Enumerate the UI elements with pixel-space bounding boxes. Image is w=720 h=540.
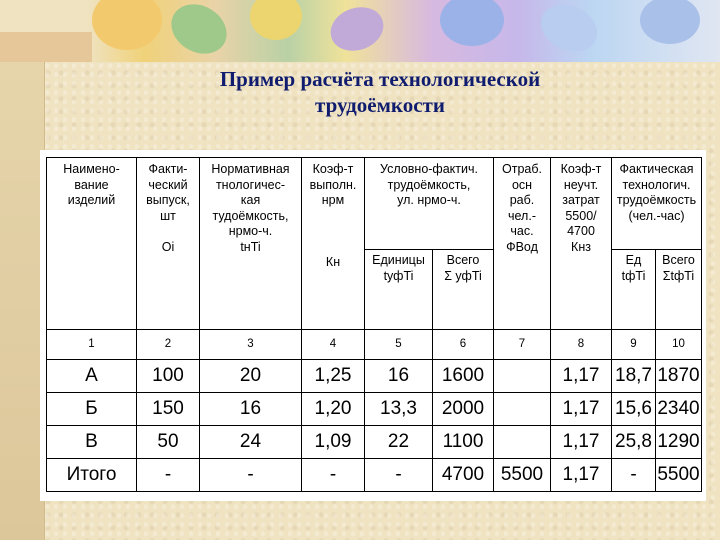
header-norm-coefficient: Коэф-т выполн. нрм Кн [302,158,365,330]
table-cell: 1600 [433,360,494,393]
table-cell: - [200,459,302,492]
table-cell: 1870 [656,360,702,393]
table-cell [494,393,551,426]
header-unaccounted-coefficient: Коэф-т неучт. затрат 5500/ 4700 Кнз [551,158,612,330]
header-total-conditional: Всего Σ уфTi [433,250,494,330]
table-cell: 20 [200,360,302,393]
table-cell: 5500 [494,459,551,492]
table-cell: 18,7 [612,360,656,393]
table-cell: 1,17 [551,393,612,426]
table-cell: 50 [137,426,200,459]
column-number: 2 [137,330,200,360]
header-units: Единицы tуфTi [365,250,433,330]
table-cell [494,360,551,393]
table-cell: 2340 [656,393,702,426]
left-decorative-strip [0,0,45,540]
table-cell: 5500 [656,459,702,492]
column-number: 1 [47,330,137,360]
banner-leaf [92,0,162,50]
table-row-total [47,459,702,492]
banner-leaf [533,0,604,60]
column-number: 10 [656,330,702,360]
column-number: 6 [433,330,494,360]
header-total-actual: Всего ΣtфTi [656,250,702,330]
table-cell: 1,09 [302,426,365,459]
table-cell: 15,6 [612,393,656,426]
table-cell: А [47,360,137,393]
column-number: 4 [302,330,365,360]
header-product-name: Наимено- вание изделий [47,158,137,330]
table-cell: 13,3 [365,393,433,426]
table-cell: 16 [200,393,302,426]
table-cell: 2000 [433,393,494,426]
table-cell: 25,8 [612,426,656,459]
title-line-1: Пример расчёта технологической [219,67,541,91]
table-cell: - [302,459,365,492]
table-row [47,393,702,426]
table-cell: 1,17 [551,459,612,492]
header-normative-labor: Нормативная тнологичес- кая тудоёмкость, нрмо-ч. tнTi [200,158,302,330]
column-number: 8 [551,330,612,360]
table-cell: 16 [365,360,433,393]
title-line-2: трудоёмкости [315,93,445,117]
banner-leaf [162,0,235,62]
slide-title [130,66,630,118]
column-number: 9 [612,330,656,360]
table-cell: Б [47,393,137,426]
header-actual-output: Факти- ческий выпуск, шт Oi [137,158,200,330]
labor-intensity-table [46,157,702,492]
table-cell: 1,17 [551,360,612,393]
table-cell: В [47,426,137,459]
table-cell: 150 [137,393,200,426]
banner-leaf [250,0,302,40]
table-cell: 1290 [656,426,702,459]
table-cell: 24 [200,426,302,459]
header-conditional-labor: Условно-фактич. трудоёмкость, ул. нрмо-ч. [365,158,494,250]
table-cell: - [612,459,656,492]
table-cell: Итого [47,459,137,492]
banner-leaf [440,0,504,46]
column-number: 3 [200,330,302,360]
table-cell: 4700 [433,459,494,492]
table-row [47,426,702,459]
table-cell: 100 [137,360,200,393]
header-worked-hours: Отраб. осн раб. чел.- час. ФВод [494,158,551,330]
table-cell: 1,20 [302,393,365,426]
header-unit-actual: Ед tфTi [612,250,656,330]
table-cell [494,426,551,459]
column-number-row [47,330,702,360]
header-actual-labor: Фактическая технологич. трудоёмкость (чел.-час) [612,158,702,250]
column-number: 7 [494,330,551,360]
column-number: 5 [365,330,433,360]
table-cell: - [365,459,433,492]
table-cell: - [137,459,200,492]
banner-leaf [324,0,389,58]
table-panel [40,150,706,501]
decorative-banner [0,0,720,62]
banner-shape [0,32,92,62]
table-cell: 1,25 [302,360,365,393]
table-row [47,360,702,393]
table-cell: 1100 [433,426,494,459]
table-cell: 1,17 [551,426,612,459]
banner-leaf [640,0,700,44]
table-cell: 22 [365,426,433,459]
